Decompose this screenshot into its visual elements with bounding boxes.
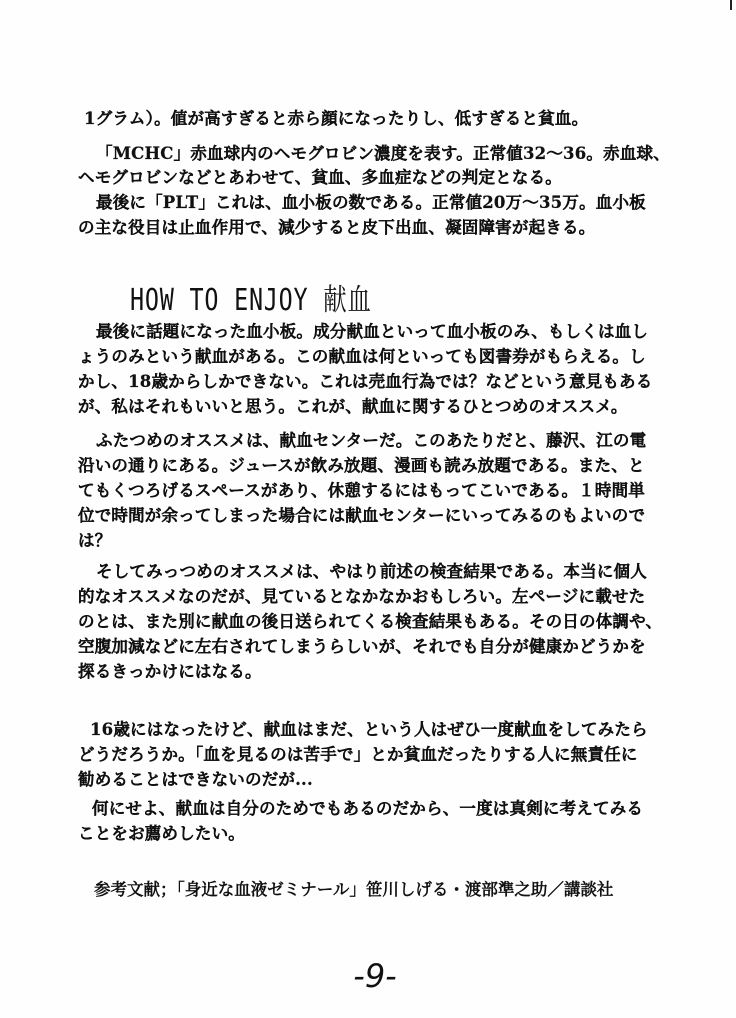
text-line: てもくつろげるスペースがあり、休憩するにはもってこいである。１時間単 — [78, 481, 645, 500]
text-line: 最後に話題になった血小板。成分献血といって血小板のみ、もしくは血し — [96, 322, 649, 341]
text-line: の主な役目は止血作用で、減少すると皮下出血、凝固障害が起きる。 — [78, 218, 596, 237]
page-number: -9- — [353, 957, 397, 995]
text-line: ことをお薦めしたい。 — [78, 824, 245, 843]
text-line: ょうのみという献血がある。この献血は何といっても図書券がもらえる。し — [78, 347, 646, 366]
text-line: のとは、また別に献血の後日送られてくる検査結果もある。その日の体調や、 — [78, 612, 663, 631]
text-line: そしてみっつめのオススメは、やはり前述の検査結果である。本当に個人 — [96, 562, 647, 581]
text-line: 位で時間が余ってしまった場合には献血センターにいってみるのもよいので — [78, 506, 646, 525]
text-line: 「MCHC」赤血球内のヘモグロビン濃度を表す。正常値32～36。赤血球、 — [96, 144, 670, 163]
text-line: どうだろうか。「血を見るのは苦手で」とか貧血だったりする人に無責任に — [78, 745, 638, 764]
text-line: 16歳にはなったけど、献血はまだ、という人はぜひ一度献血をしてみたら — [90, 720, 648, 739]
section-heading: HOW TO ENJOY 献血 — [130, 283, 372, 318]
text-line: ふたつめのオススメは、献血センターだ。このあたりだと、藤沢、江の電 — [96, 431, 647, 450]
text-line: 的なオススメなのだが、見ているとなかなかおもしろい。左ページに載せた — [78, 587, 646, 606]
text-line: が、私はそれもいいと思う。これが、献血に関するひとつめのオススメ。 — [78, 397, 628, 416]
text-line: は？ — [78, 531, 112, 550]
text-line: 何にせよ、献血は自分のためでもあるのだから、一度は真剣に考えてみる — [92, 799, 644, 818]
text-line: 最後に「PLT」これは、血小板の数である。正常値20万～35万。血小板 — [96, 193, 646, 212]
text-line: 1グラム）。値が高すぎると赤ら顔になったりし、低すぎると貧血。 — [84, 109, 589, 128]
text-line: 沿いの通りにある。ジュースが飲み放題、漫画も読み放題である。また、と — [78, 456, 645, 475]
text-line: ヘモグロビンなどとあわせて、貧血、多血症などの判定となる。 — [78, 168, 562, 187]
text-line: 空腹加減などに左右されてしまうらしいが、それでも自分が健康かどうかを — [78, 637, 646, 656]
text-line: 勧めることはできないのだが... — [78, 770, 313, 789]
scan-mark — [730, 0, 732, 10]
text-line: かし、18歳からしかできない。これは売血行為では？などという意見もある — [78, 372, 653, 391]
reference-citation: 参考文献；「身近な血液ゼミナール」笹川しげる・渡部準之助／講談社 — [94, 880, 614, 899]
text-line: 探るきっかけにはなる。 — [78, 662, 262, 681]
